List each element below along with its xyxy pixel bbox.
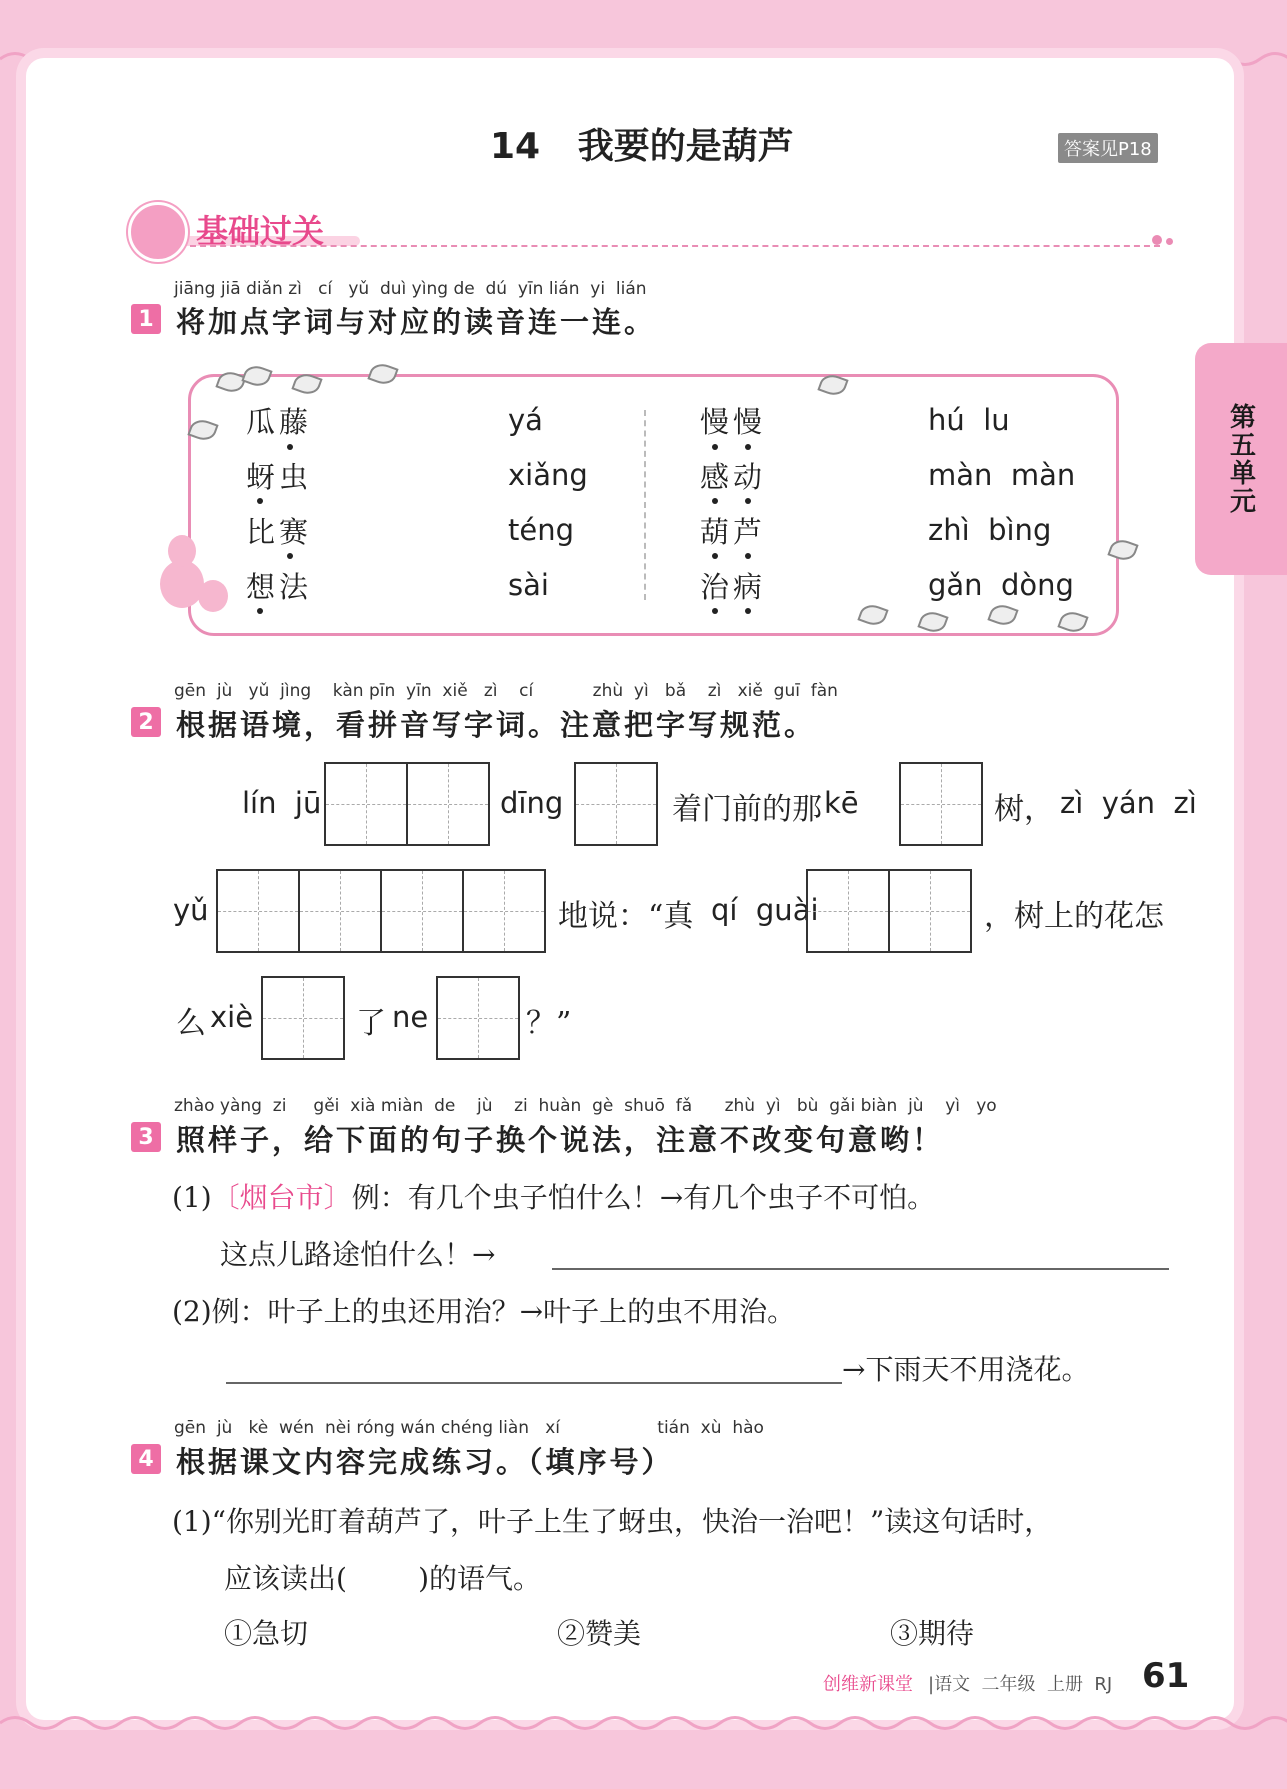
q3-item1-prompt: 这点儿路途怕什么！→ [220, 1238, 496, 1271]
emphasis-dot [745, 553, 751, 559]
q1-right-reading: gǎn dòng [928, 568, 1074, 602]
q1-left-word: 瓜藤 [246, 405, 313, 439]
footer-brand: 创维新课堂 [823, 1674, 913, 1695]
q1-right-word: 葫芦 [700, 515, 767, 549]
writing-grid-1[interactable] [436, 976, 520, 1060]
writing-grid-1[interactable] [261, 976, 345, 1060]
section-avatar-icon [128, 202, 188, 262]
answer-reference-badge: 答案见P18 [1058, 133, 1158, 163]
q1-left-word: 想法 [246, 570, 313, 604]
q2-pinyin-ne: ne [392, 1000, 429, 1034]
q2-pinyin-qiguai: qí guài [711, 893, 819, 927]
q2-text: 了 [356, 1006, 386, 1041]
q3-pinyin: zhào yàng zi gěi xià miàn de jù zi huàn gè shuō fǎ zhù yì bù gǎi biàn jù yì yo [174, 1096, 997, 1116]
q1-right-word: 治病 [700, 570, 767, 604]
page-title: 14 我要的是葫芦 [490, 126, 794, 167]
emphasis-dot [287, 444, 293, 450]
q1-left-reading: téng [508, 513, 575, 547]
q1-right-word: 慢慢 [700, 405, 767, 439]
q4-item1-continuation[interactable]: 应该读出( )的语气。 [224, 1562, 542, 1595]
q2-pinyin-ke: kē [824, 786, 859, 820]
q3-item2-suffix: →下雨天不用浇花。 [842, 1353, 1090, 1386]
emphasis-dot [745, 498, 751, 504]
q4-option[interactable]: ③期待 [890, 1617, 975, 1650]
q2-text: 么 [176, 1006, 206, 1041]
q2-text: ，树上的花怎 [984, 899, 1164, 934]
q2-pinyin-yu: yǔ [173, 893, 209, 927]
q2-text: 地说：“真 [558, 899, 694, 934]
page-number: 61 [1142, 1656, 1190, 1696]
section-dot [1152, 235, 1162, 245]
q2-pinyin-ziyanzi: zì yán zì [1060, 786, 1197, 820]
q2-text: 树， [994, 792, 1054, 827]
writing-grid-1[interactable] [574, 762, 658, 846]
emphasis-dot [257, 608, 263, 614]
q3-item1-prefix: (1) [172, 1181, 212, 1214]
q3-item2-prefix: (2) [172, 1295, 212, 1328]
q2-pinyin-linju: lín jū [242, 786, 322, 820]
q1-right-reading: màn màn [928, 458, 1076, 492]
q2-pinyin: gēn jù yǔ jìng kàn pīn yīn xiě zì cí zhù yì bǎ zì xiě guī fàn [174, 681, 838, 701]
emphasis-dot [712, 498, 718, 504]
q3-item1-example: 例：有几个虫子怕什么！→有几个虫子不可怕。 [351, 1181, 936, 1214]
writing-grid-4[interactable] [216, 869, 546, 953]
unit-side-tab [1195, 343, 1287, 575]
gourd-decoration-icon [160, 560, 204, 608]
q2-text: ？” [526, 1006, 572, 1041]
q4-item1: (1)“你别光盯着葫芦了，叶子上生了蚜虫，快治一治吧！”读这句话时， [172, 1505, 1053, 1538]
emphasis-dot [712, 608, 718, 614]
emphasis-dot [745, 444, 751, 450]
q4-option[interactable]: ①急切 [224, 1617, 309, 1650]
emphasis-dot [712, 553, 718, 559]
q3-item2-answer-line[interactable] [226, 1382, 842, 1384]
q4-instruction: 根据课文内容完成练习。（填序号） [176, 1445, 674, 1479]
writing-grid-1[interactable] [899, 762, 983, 846]
q1-left-reading: yá [508, 403, 543, 437]
matching-divider [644, 410, 646, 600]
q4-option[interactable]: ②赞美 [557, 1617, 642, 1650]
q1-right-word: 感动 [700, 460, 767, 494]
q3-item1 [172, 1176, 935, 1216]
q2-instruction: 根据语境，看拼音写字词。注意把字写规范。 [176, 708, 817, 742]
q1-left-word: 蚜虫 [246, 460, 313, 494]
gourd-decoration-icon [198, 580, 228, 612]
q1-pinyin: jiāng jiā diǎn zì cí yǔ duì yìng de dú yīn lián yi lián [174, 279, 647, 299]
q2-number: 2 [131, 707, 161, 737]
q4-pinyin: gēn jù kè wén nèi róng wán chéng liàn xí tián xù hào [174, 1418, 764, 1438]
q1-left-reading: xiǎng [508, 458, 588, 492]
q2-pinyin-xie: xiè [210, 1000, 254, 1034]
emphasis-dot [257, 498, 263, 504]
emphasis-dot [712, 444, 718, 450]
q3-city-tag: 〔烟台市〕 [211, 1181, 352, 1214]
section-title: 基础过关 [196, 212, 325, 250]
emphasis-dot [287, 553, 293, 559]
q4-number: 4 [131, 1444, 161, 1474]
bottom-wave-border [0, 1712, 1287, 1734]
section-dashed-line [190, 245, 1160, 247]
footer-book-info: |语文 二年级 上册 RJ [928, 1674, 1113, 1695]
writing-grid-2[interactable] [324, 762, 490, 846]
section-dot [1166, 238, 1173, 245]
q1-instruction: 将加点字词与对应的读音连一连。 [176, 305, 657, 339]
q3-item2 [172, 1290, 795, 1330]
q1-right-reading: zhì bìng [928, 513, 1052, 547]
q2-pinyin-ding: dīng [500, 786, 564, 820]
q1-left-reading: sài [508, 568, 549, 602]
gourd-decoration-icon [168, 535, 196, 567]
q3-item1-answer-line[interactable] [552, 1268, 1169, 1270]
q3-instruction: 照样子，给下面的句子换个说法，注意不改变句意哟！ [176, 1123, 945, 1157]
emphasis-dot [745, 608, 751, 614]
q3-number: 3 [131, 1122, 161, 1152]
q1-number: 1 [131, 304, 161, 334]
q3-item2-example: 例：叶子上的虫还用治？→叶子上的虫不用治。 [211, 1295, 796, 1328]
unit-side-tab-label: 第五单元 [1225, 403, 1256, 515]
q1-left-word: 比赛 [246, 515, 313, 549]
q1-right-reading: hú lu [928, 403, 1010, 437]
writing-grid-2[interactable] [806, 869, 972, 953]
q2-text: 着门前的那 [672, 792, 822, 827]
